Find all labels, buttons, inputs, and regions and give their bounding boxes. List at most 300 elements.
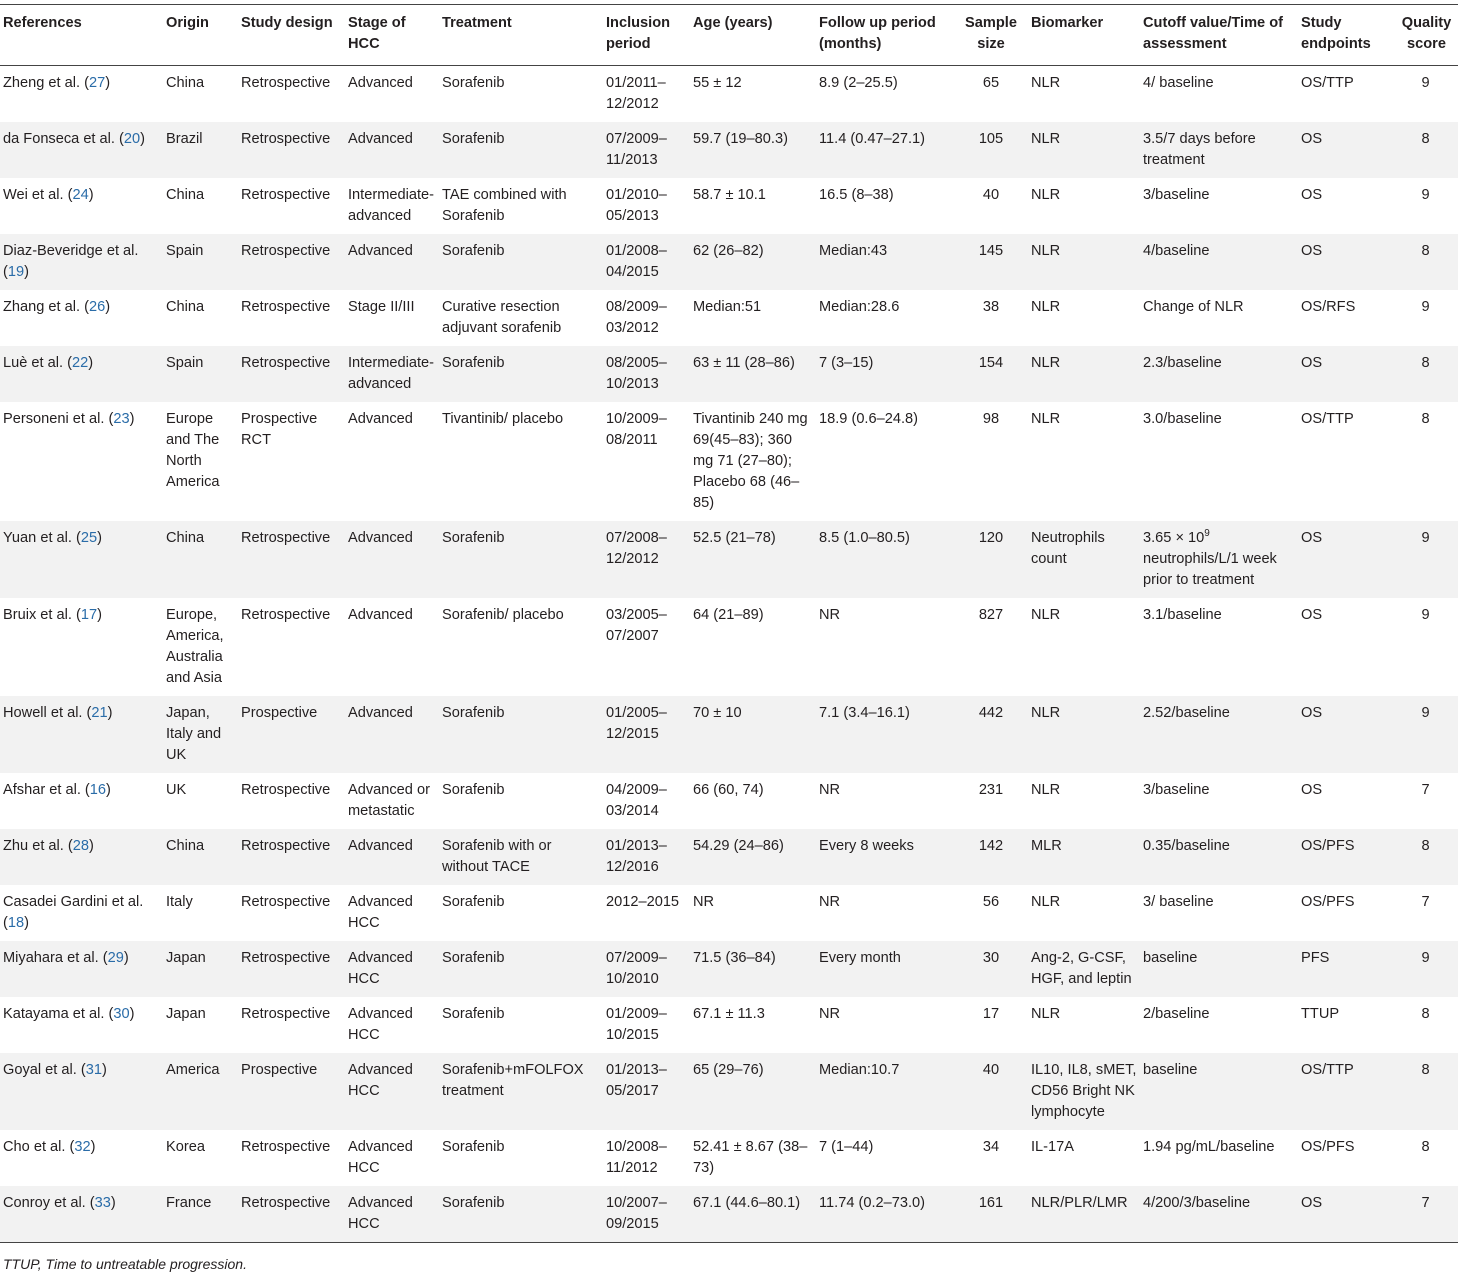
origin-cell: Spain (166, 243, 204, 259)
reference-cell (0, 402, 163, 521)
sample-size-cell: 231 (978, 782, 1004, 798)
treatment-cell: Sorafenib (442, 1139, 505, 1155)
sample-size-cell: 827 (978, 607, 1004, 623)
author-text: Goyal et al. ( (3, 1062, 86, 1078)
stage-cell: Advanced (348, 131, 413, 147)
inclusion-period-cell: 04/2009–03/2014 (606, 782, 667, 819)
cutoff-cell: 1.94 pg/mL/baseline (1143, 1139, 1275, 1155)
cutoff-cell: 3.1/baseline (1143, 607, 1222, 623)
age-cell: NR (693, 894, 715, 910)
table-body (0, 66, 1458, 1243)
stage-cell: Advanced or metastatic (348, 782, 430, 819)
inclusion-period-cell: 07/2008–12/2012 (606, 530, 667, 567)
quality-score-cell: 9 (1421, 950, 1430, 966)
cutoff-cell (1140, 521, 1298, 598)
citation-close: ) (106, 782, 111, 798)
citation-close: ) (89, 838, 94, 854)
header-stage: Stage of HCC (348, 15, 406, 52)
endpoints-cell: OS (1301, 1195, 1323, 1211)
treatment-cell: Tivantinib/ placebo (442, 411, 564, 427)
study-design-cell: Retrospective (241, 355, 331, 371)
header-endpoints: Study endpoints (1301, 15, 1371, 52)
quality-score-cell: 9 (1421, 299, 1430, 315)
biomarker-cell: NLR (1031, 894, 1061, 910)
inclusion-period-cell: 01/2013–12/2016 (606, 838, 667, 875)
citation-close: ) (105, 299, 111, 315)
origin-cell: Korea (166, 1139, 205, 1155)
citation-close: ) (88, 187, 94, 203)
sample-size-cell: 442 (978, 705, 1004, 721)
origin-cell: America (166, 1062, 220, 1078)
follow-up-cell: Median:10.7 (819, 1062, 900, 1078)
study-design-cell: Retrospective (241, 1195, 331, 1211)
author-text: Diaz-Beveridge et al. ( (3, 243, 139, 280)
sample-size-cell: 38 (982, 299, 1000, 315)
age-cell: 71.5 (36–84) (693, 950, 776, 966)
study-design-cell: Retrospective (241, 782, 331, 798)
inclusion-period-cell: 01/2008–04/2015 (606, 243, 667, 280)
endpoints-cell: PFS (1301, 950, 1330, 966)
endpoints-cell: OS/RFS (1301, 299, 1356, 315)
header-sample-size: Sample size (965, 15, 1017, 52)
sample-size-cell: 40 (982, 187, 1000, 203)
treatment-cell: Curative resection adjuvant sorafenib (442, 299, 562, 336)
inclusion-period-cell: 07/2009–11/2013 (606, 131, 667, 168)
age-cell: 52.41 ± 8.67 (38–73) (693, 1139, 808, 1176)
citation-close: ) (110, 1195, 116, 1211)
biomarker-cell: NLR/PLR/LMR (1031, 1195, 1128, 1211)
inclusion-period-cell: 10/2009–08/2011 (606, 411, 667, 448)
author-text: Howell et al. ( (3, 705, 92, 721)
quality-score-cell: 8 (1421, 411, 1430, 427)
cutoff-cell: 2.52/baseline (1143, 705, 1230, 721)
author-text: Zhang et al. ( (3, 299, 89, 315)
author-text: Zheng et al. ( (3, 75, 89, 91)
follow-up-cell: 7 (3–15) (819, 355, 874, 371)
follow-up-cell: NR (819, 607, 841, 623)
follow-up-cell: 7 (1–44) (819, 1139, 874, 1155)
author-text: Wei et al. ( (3, 187, 73, 203)
biomarker-cell: NLR (1031, 411, 1061, 427)
reference-cell (0, 941, 163, 997)
quality-score-cell: 7 (1421, 894, 1430, 910)
biomarker-cell: IL-17A (1031, 1139, 1074, 1155)
sample-size-cell: 17 (982, 1006, 1000, 1022)
treatment-cell: Sorafenib (442, 1195, 505, 1211)
table-row (0, 122, 1458, 178)
citation-link[interactable]: 24 (72, 187, 89, 203)
endpoints-cell: OS/TTP (1301, 411, 1354, 427)
cutoff-value: 3.65 × 10 (1143, 530, 1205, 546)
citation-link[interactable]: 26 (89, 299, 106, 315)
header-origin: Origin (166, 15, 209, 31)
origin-cell: UK (166, 782, 187, 798)
endpoints-cell: OS (1301, 530, 1323, 546)
citation-close: ) (107, 705, 113, 721)
quality-score-cell: 9 (1421, 187, 1430, 203)
treatment-cell: Sorafenib (442, 75, 505, 91)
table-row (0, 178, 1458, 234)
header-quality-score: Quality score (1401, 15, 1452, 52)
table-row (0, 1053, 1458, 1130)
treatment-cell: Sorafenib (442, 131, 505, 147)
author-text: Luè et al. ( (3, 355, 72, 371)
reference-cell (0, 997, 163, 1053)
cutoff-cell: 4/ baseline (1143, 75, 1214, 91)
reference-cell (0, 521, 163, 598)
author-text: Miyahara et al. ( (3, 950, 108, 966)
quality-score-cell: 8 (1421, 838, 1430, 854)
author-text: Cho et al. ( (3, 1139, 75, 1155)
header-follow-up: Follow up period (months) (819, 15, 936, 52)
table-row (0, 521, 1458, 598)
table-row (0, 1130, 1458, 1186)
treatment-cell: Sorafenib/ placebo (442, 607, 564, 623)
sample-size-cell: 142 (978, 838, 1004, 854)
stage-cell: Stage II/III (348, 299, 415, 315)
study-design-cell: Retrospective (241, 187, 331, 203)
study-design-cell: Retrospective (241, 1139, 331, 1155)
stage-cell: Advanced (348, 411, 413, 427)
cutoff-cell: baseline (1143, 950, 1198, 966)
study-design-cell: Prospective RCT (241, 411, 318, 448)
reference-cell (0, 290, 163, 346)
citation-close: ) (24, 915, 29, 931)
follow-up-cell: Median:43 (819, 243, 888, 259)
table-row (0, 598, 1458, 696)
origin-cell: Europe and The North America (166, 411, 220, 490)
citation-close: ) (97, 607, 102, 623)
citation-close: ) (129, 411, 135, 427)
citation-link[interactable]: 16 (89, 782, 107, 798)
study-design-cell: Retrospective (241, 299, 331, 315)
quality-score-cell: 8 (1421, 1006, 1430, 1022)
citation-link[interactable]: 23 (113, 411, 130, 427)
endpoints-cell: OS/PFS (1301, 838, 1355, 854)
sample-size-cell: 161 (978, 1195, 1004, 1211)
study-design-cell: Retrospective (241, 530, 331, 546)
reference-cell (0, 1186, 163, 1243)
reference-cell (0, 773, 163, 829)
treatment-cell: Sorafenib with or without TACE (442, 838, 552, 875)
origin-cell: Spain (166, 355, 204, 371)
sample-size-cell: 154 (978, 355, 1004, 371)
stage-cell: Advanced HCC (348, 894, 413, 931)
endpoints-cell: OS/PFS (1301, 1139, 1355, 1155)
follow-up-cell: NR (819, 1006, 841, 1022)
cutoff-cell: 3.0/baseline (1143, 411, 1222, 427)
author-text: da Fonseca et al. ( (3, 131, 124, 147)
citation-link[interactable]: 32 (74, 1139, 91, 1155)
inclusion-period-cell: 01/2005–12/2015 (606, 705, 667, 742)
citation-close: ) (123, 950, 129, 966)
age-cell: 66 (60, 74) (693, 782, 764, 798)
study-design-cell: Retrospective (241, 950, 331, 966)
treatment-cell: Sorafenib (442, 355, 505, 371)
cutoff-cell: Change of NLR (1143, 299, 1244, 315)
table-row (0, 941, 1458, 997)
age-cell: 58.7 ± 10.1 (693, 187, 766, 203)
table-row (0, 885, 1458, 941)
reference-cell (0, 66, 163, 123)
origin-cell: Japan (166, 950, 206, 966)
quality-score-cell: 8 (1421, 355, 1430, 371)
age-cell: Median:51 (693, 299, 762, 315)
study-design-cell: Retrospective (241, 75, 331, 91)
origin-cell: Brazil (166, 131, 203, 147)
sample-size-cell: 145 (978, 243, 1004, 259)
citation-link[interactable]: 29 (107, 950, 124, 966)
studies-table (0, 4, 1458, 1243)
table-row (0, 773, 1458, 829)
biomarker-cell: IL10, IL8, sMET, CD56 Bright NK lymphocyte (1031, 1062, 1137, 1120)
citation-close: ) (90, 1139, 96, 1155)
cutoff-cell: 2/baseline (1143, 1006, 1210, 1022)
cutoff-cell: 3.5/7 days before treatment (1143, 131, 1256, 168)
quality-score-cell: 9 (1421, 607, 1430, 623)
age-cell: 67.1 (44.6–80.1) (693, 1195, 801, 1211)
citation-link[interactable]: 27 (89, 75, 106, 91)
age-cell: 63 ± 11 (28–86) (693, 355, 795, 371)
origin-cell: Japan, Italy and UK (166, 705, 222, 763)
citation-link[interactable]: 17 (80, 607, 98, 623)
header-study-design: Study design (241, 15, 333, 31)
author-text: Afshar et al. ( (3, 782, 90, 798)
inclusion-period-cell: 01/2013–05/2017 (606, 1062, 667, 1099)
citation-link[interactable]: 18 (7, 915, 25, 931)
sample-size-cell: 56 (982, 894, 1000, 910)
age-cell: 55 ± 12 (693, 75, 742, 91)
cutoff-exponent: 9 (1204, 528, 1210, 540)
header-references: References (3, 15, 82, 31)
endpoints-cell: OS/TTP (1301, 1062, 1354, 1078)
origin-cell: Europe, America, Australia and Asia (166, 607, 224, 686)
table-row (0, 829, 1458, 885)
citation-link[interactable]: 19 (7, 264, 25, 280)
biomarker-cell: NLR (1031, 705, 1061, 721)
header-age: Age (years) (693, 15, 773, 31)
table-row (0, 66, 1458, 123)
endpoints-cell: OS (1301, 607, 1323, 623)
citation-link[interactable]: 25 (80, 530, 98, 546)
stage-cell: Intermediate-advanced (348, 187, 434, 224)
sample-size-cell: 105 (978, 131, 1004, 147)
table-row (0, 696, 1458, 773)
reference-cell (0, 122, 163, 178)
inclusion-period-cell: 10/2007–09/2015 (606, 1195, 667, 1232)
header-biomarker: Biomarker (1031, 15, 1104, 31)
endpoints-cell: OS (1301, 705, 1323, 721)
stage-cell: Advanced (348, 530, 413, 546)
age-cell: 64 (21–89) (693, 607, 764, 623)
citation-close: ) (97, 530, 102, 546)
cutoff-cell: 3/baseline (1143, 187, 1210, 203)
quality-score-cell: 8 (1421, 1062, 1430, 1078)
follow-up-cell: Every 8 weeks (819, 838, 914, 854)
origin-cell: Italy (166, 894, 193, 910)
header-inclusion-period: Inclusion period (606, 15, 671, 52)
quality-score-cell: 8 (1421, 131, 1430, 147)
age-cell: 65 (29–76) (693, 1062, 764, 1078)
inclusion-period-cell: 01/2011–12/2012 (606, 75, 666, 112)
table-row (0, 290, 1458, 346)
biomarker-cell: NLR (1031, 607, 1061, 623)
cutoff-cell: 3/baseline (1143, 782, 1210, 798)
citation-close: ) (101, 1062, 107, 1078)
biomarker-cell: Neutrophils count (1031, 530, 1105, 567)
biomarker-cell: NLR (1031, 782, 1061, 798)
sample-size-cell: 30 (982, 950, 1000, 966)
stage-cell: Advanced HCC (348, 950, 413, 987)
sample-size-cell: 40 (982, 1062, 1000, 1078)
treatment-cell: Sorafenib (442, 243, 505, 259)
biomarker-cell: NLR (1031, 1006, 1061, 1022)
author-text: Bruix et al. ( (3, 607, 81, 623)
origin-cell: China (166, 838, 205, 854)
table-row (0, 234, 1458, 290)
citation-link[interactable]: 33 (94, 1195, 111, 1211)
citation-close: ) (88, 355, 94, 371)
origin-cell: France (166, 1195, 212, 1211)
inclusion-period-cell: 07/2009–10/2010 (606, 950, 667, 987)
biomarker-cell: MLR (1031, 838, 1062, 854)
author-text: Katayama et al. ( (3, 1006, 114, 1022)
header-treatment: Treatment (442, 15, 512, 31)
author-text: Zhu et al. ( (3, 838, 73, 854)
sample-size-cell: 98 (982, 411, 1000, 427)
author-text: Personeni et al. ( (3, 411, 114, 427)
inclusion-period-cell: 10/2008–11/2012 (606, 1139, 667, 1176)
quality-score-cell: 9 (1421, 75, 1430, 91)
study-design-cell: Retrospective (241, 838, 331, 854)
endpoints-cell: OS (1301, 243, 1323, 259)
follow-up-cell: 18.9 (0.6–24.8) (819, 411, 918, 427)
quality-score-cell: 8 (1421, 1139, 1430, 1155)
treatment-cell: Sorafenib (442, 705, 505, 721)
cutoff-cell: 0.35/baseline (1143, 838, 1230, 854)
citation-link[interactable]: 21 (91, 705, 108, 721)
quality-score-cell: 9 (1421, 705, 1430, 721)
origin-cell: China (166, 299, 205, 315)
cutoff-unit: neutrophils/L/1 week prior to treatment (1143, 551, 1277, 588)
age-cell: 67.1 ± 11.3 (693, 1006, 765, 1022)
biomarker-cell: NLR (1031, 355, 1061, 371)
citation-link[interactable]: 28 (72, 838, 89, 854)
inclusion-period-cell: 2012–2015 (606, 894, 680, 910)
header-cutoff: Cutoff value/Time of assessment (1143, 15, 1284, 52)
age-cell: Tivantinib 240 mg 69(45–83); 360 mg 71 (27–80); Placebo 68 (46–85) (693, 411, 808, 511)
citation-link[interactable]: 20 (123, 131, 141, 147)
study-design-cell: Retrospective (241, 1006, 331, 1022)
citation-link[interactable]: 22 (71, 355, 89, 371)
table-row (0, 997, 1458, 1053)
citation-close: ) (140, 131, 145, 147)
follow-up-cell: 11.74 (0.2–73.0) (819, 1195, 926, 1211)
cutoff-cell: baseline (1143, 1062, 1198, 1078)
age-cell: 52.5 (21–78) (693, 530, 776, 546)
citation-close: ) (24, 264, 29, 280)
treatment-cell: Sorafenib (442, 782, 505, 798)
inclusion-period-cell: 01/2010–05/2013 (606, 187, 667, 224)
treatment-cell: Sorafenib+mFOLFOX treatment (442, 1062, 584, 1099)
follow-up-cell: Every month (819, 950, 901, 966)
header-row (0, 5, 1458, 66)
biomarker-cell: NLR (1031, 299, 1061, 315)
inclusion-period-cell: 08/2009–03/2012 (606, 299, 667, 336)
stage-cell: Advanced (348, 75, 413, 91)
treatment-cell: Sorafenib (442, 1006, 505, 1022)
follow-up-cell: 8.5 (1.0–80.5) (819, 530, 910, 546)
sample-size-cell: 120 (978, 530, 1004, 546)
study-design-cell: Prospective (241, 1062, 318, 1078)
treatment-cell: Sorafenib (442, 894, 505, 910)
quality-score-cell: 7 (1421, 1195, 1430, 1211)
stage-cell: Advanced (348, 607, 413, 623)
quality-score-cell: 8 (1421, 243, 1430, 259)
stage-cell: Advanced (348, 838, 413, 854)
endpoints-cell: TTUP (1301, 1006, 1340, 1022)
table-footnote: TTUP, Time to untreatable progression. (3, 1256, 247, 1272)
citation-link[interactable]: 30 (113, 1006, 130, 1022)
age-cell: 62 (26–82) (693, 243, 764, 259)
reference-cell (0, 346, 163, 402)
endpoints-cell: OS (1301, 131, 1323, 147)
follow-up-cell: 8.9 (2–25.5) (819, 75, 898, 91)
study-design-cell: Retrospective (241, 607, 331, 623)
reference-cell (0, 696, 163, 773)
stage-cell: Advanced HCC (348, 1006, 413, 1043)
origin-cell: China (166, 530, 205, 546)
biomarker-cell: NLR (1031, 75, 1061, 91)
biomarker-cell: NLR (1031, 131, 1061, 147)
table-row (0, 402, 1458, 521)
study-design-cell: Prospective (241, 705, 318, 721)
author-text: Casadei Gardini et al. ( (3, 894, 144, 931)
table-row (0, 346, 1458, 402)
follow-up-cell: 11.4 (0.47–27.1) (819, 131, 926, 147)
sample-size-cell: 34 (982, 1139, 1000, 1155)
biomarker-cell: NLR (1031, 243, 1061, 259)
follow-up-cell: 16.5 (8–38) (819, 187, 894, 203)
treatment-cell: TAE combined with Sorafenib (442, 187, 567, 224)
inclusion-period-cell: 08/2005–10/2013 (606, 355, 667, 392)
quality-score-cell: 9 (1421, 530, 1430, 546)
author-text: Conroy et al. ( (3, 1195, 95, 1211)
endpoints-cell: OS/PFS (1301, 894, 1355, 910)
citation-close: ) (129, 1006, 135, 1022)
age-cell: 59.7 (19–80.3) (693, 131, 788, 147)
table-row (0, 1186, 1458, 1243)
treatment-cell: Sorafenib (442, 530, 505, 546)
reference-cell (0, 1053, 163, 1130)
endpoints-cell: OS (1301, 782, 1323, 798)
treatment-cell: Sorafenib (442, 950, 505, 966)
study-design-cell: Retrospective (241, 243, 331, 259)
follow-up-cell: 7.1 (3.4–16.1) (819, 705, 910, 721)
origin-cell: China (166, 75, 205, 91)
citation-link[interactable]: 31 (85, 1062, 102, 1078)
origin-cell: Japan (166, 1006, 206, 1022)
citation-close: ) (105, 75, 111, 91)
follow-up-cell: NR (819, 894, 841, 910)
reference-cell (0, 829, 163, 885)
study-design-cell: Retrospective (241, 894, 331, 910)
endpoints-cell: OS (1301, 355, 1323, 371)
stage-cell: Advanced HCC (348, 1139, 413, 1176)
endpoints-cell: OS (1301, 187, 1323, 203)
origin-cell: China (166, 187, 205, 203)
reference-cell (0, 178, 163, 234)
